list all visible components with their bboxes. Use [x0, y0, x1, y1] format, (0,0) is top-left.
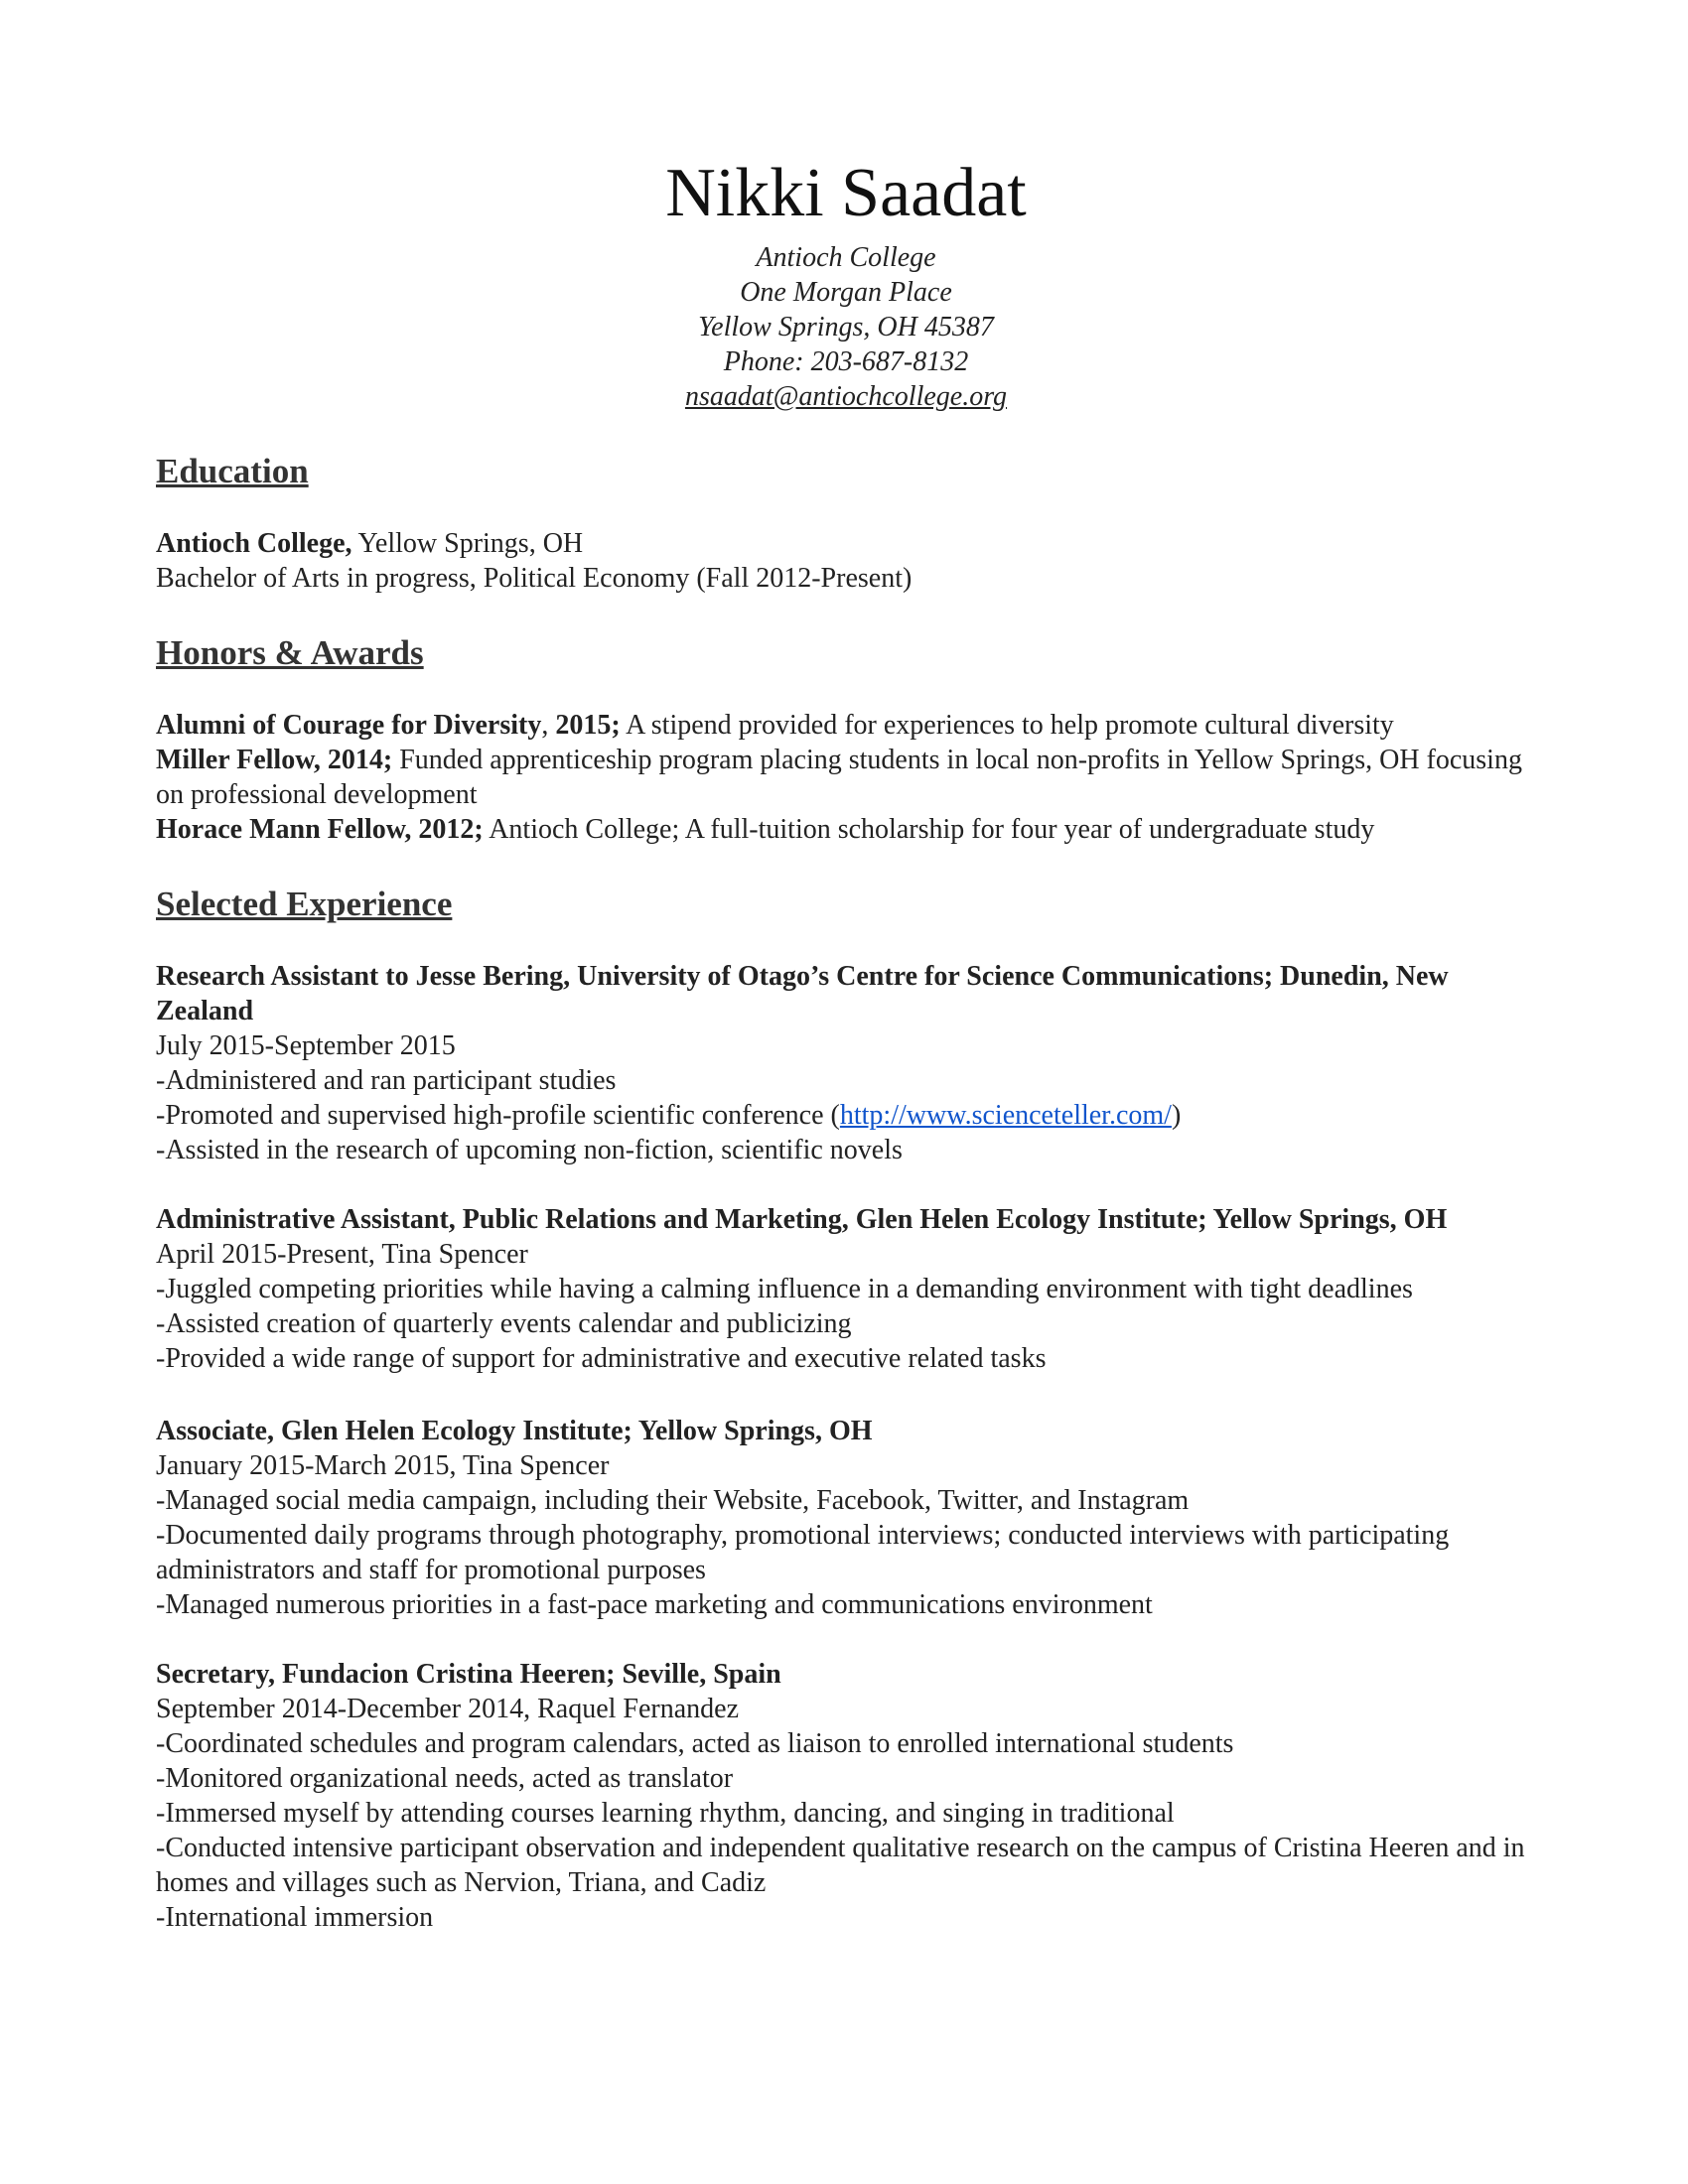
- school-location: Yellow Springs, OH: [352, 528, 584, 559]
- address-line-city: Yellow Springs, OH 45387: [698, 312, 994, 342]
- honor-item: [156, 812, 1536, 847]
- email-link[interactable]: nsaadat@antiochcollege.org: [684, 381, 1008, 412]
- bullet-text: -Promoted and supervised high-profile scientific conference (: [156, 1100, 840, 1131]
- job-bullet: -Managed social media campaign, including their Website, Facebook, Twitter, and Instagram: [156, 1485, 1190, 1516]
- job-bullet: -Assisted creation of quarterly events calendar and publicizing: [156, 1308, 852, 1339]
- job-bullet: -Provided a wide range of support for administrative and executive related tasks: [156, 1343, 1047, 1374]
- honor-title: Horace Mann Fellow, 2012;: [156, 814, 484, 845]
- honor-year: 2015;: [555, 710, 621, 741]
- job-heading: Secretary, Fundacion Cristina Heeren; Seville, Spain: [156, 1659, 781, 1690]
- job-entry: [156, 1414, 1536, 1622]
- job-heading: Research Assistant to Jesse Bering, University of Otago’s Centre for Science Communications; Dunedin, New Zealand: [156, 961, 1449, 1026]
- job-heading: Associate, Glen Helen Ecology Institute; Yellow Springs, OH: [156, 1416, 873, 1446]
- job-bullet: -Monitored organizational needs, acted as translator: [156, 1763, 734, 1794]
- education-school: [156, 526, 1536, 561]
- honor-title: Miller Fellow, 2014;: [156, 745, 393, 775]
- school-name: Antioch College,: [156, 528, 352, 559]
- job-bullet: -Juggled competing priorities while having a calming influence in a demanding environment with tight deadlines: [156, 1274, 1413, 1304]
- job-dates: July 2015-September 2015: [156, 1030, 456, 1061]
- job-bullet: -Immersed myself by attending courses learning rhythm, dancing, and singing in traditional: [156, 1798, 1175, 1829]
- job-heading: Administrative Assistant, Public Relations and Marketing, Glen Helen Ecology Institute; Yellow Springs, OH: [156, 1204, 1448, 1235]
- honor-description: Funded apprenticeship program placing students in local non-profits in Yellow Springs, OH focusing on professional development: [156, 745, 1522, 810]
- job-dates: September 2014-December 2014, Raquel Fernandez: [156, 1694, 740, 1724]
- job-bullet: -International immersion: [156, 1902, 434, 1933]
- honor-description: A stipend provided for experiences to help promote cultural diversity: [620, 710, 1394, 741]
- education-degree: Bachelor of Arts in progress, Political Economy (Fall 2012-Present): [156, 563, 913, 594]
- job-entry: [156, 1657, 1536, 1935]
- address-line-street: One Morgan Place: [740, 277, 952, 308]
- scienceteller-link[interactable]: http://www.scienceteller.com/: [839, 1100, 1172, 1131]
- honor-item: [156, 743, 1536, 812]
- job-bullet: [156, 1098, 1536, 1133]
- bullet-text: ): [1171, 1100, 1182, 1131]
- candidate-name: Nikki Saadat: [665, 155, 1027, 231]
- address-line-school: Antioch College: [756, 242, 936, 273]
- honor-description: Antioch College; A full-tuition scholarship for four year of undergraduate study: [483, 814, 1375, 845]
- job-dates: April 2015-Present, Tina Spencer: [156, 1239, 528, 1270]
- honors-heading: Honors & Awards: [156, 633, 424, 672]
- resume-page: [156, 155, 1536, 1935]
- job-bullet: -Managed numerous priorities in a fast-pace marketing and communications environment: [156, 1589, 1153, 1620]
- job-entry: [156, 1202, 1536, 1376]
- experience-heading: Selected Experience: [156, 885, 453, 923]
- honor-separator: ,: [541, 710, 556, 741]
- job-bullet: -Administered and ran participant studies: [156, 1065, 617, 1096]
- phone-line: Phone: 203-687-8132: [723, 346, 969, 377]
- job-dates: January 2015-March 2015, Tina Spencer: [156, 1450, 610, 1481]
- job-bullet: -Documented daily programs through photography, promotional interviews; conducted interviews with participating administrators and staff for promotional purposes: [156, 1520, 1450, 1585]
- honor-title: Alumni of Courage for Diversity: [156, 710, 542, 741]
- job-bullet: -Conducted intensive participant observation and independent qualitative research on the campus of Cristina Heeren and in homes and villages such as Nervion, Triana, and Cadiz: [156, 1833, 1525, 1898]
- resume-header: [156, 155, 1536, 414]
- job-bullet: -Assisted in the research of upcoming non-fiction, scientific novels: [156, 1135, 903, 1165]
- education-heading: Education: [156, 452, 309, 490]
- job-entry: [156, 959, 1536, 1167]
- job-bullet: -Coordinated schedules and program calendars, acted as liaison to enrolled international students: [156, 1728, 1234, 1759]
- honor-item: [156, 708, 1536, 743]
